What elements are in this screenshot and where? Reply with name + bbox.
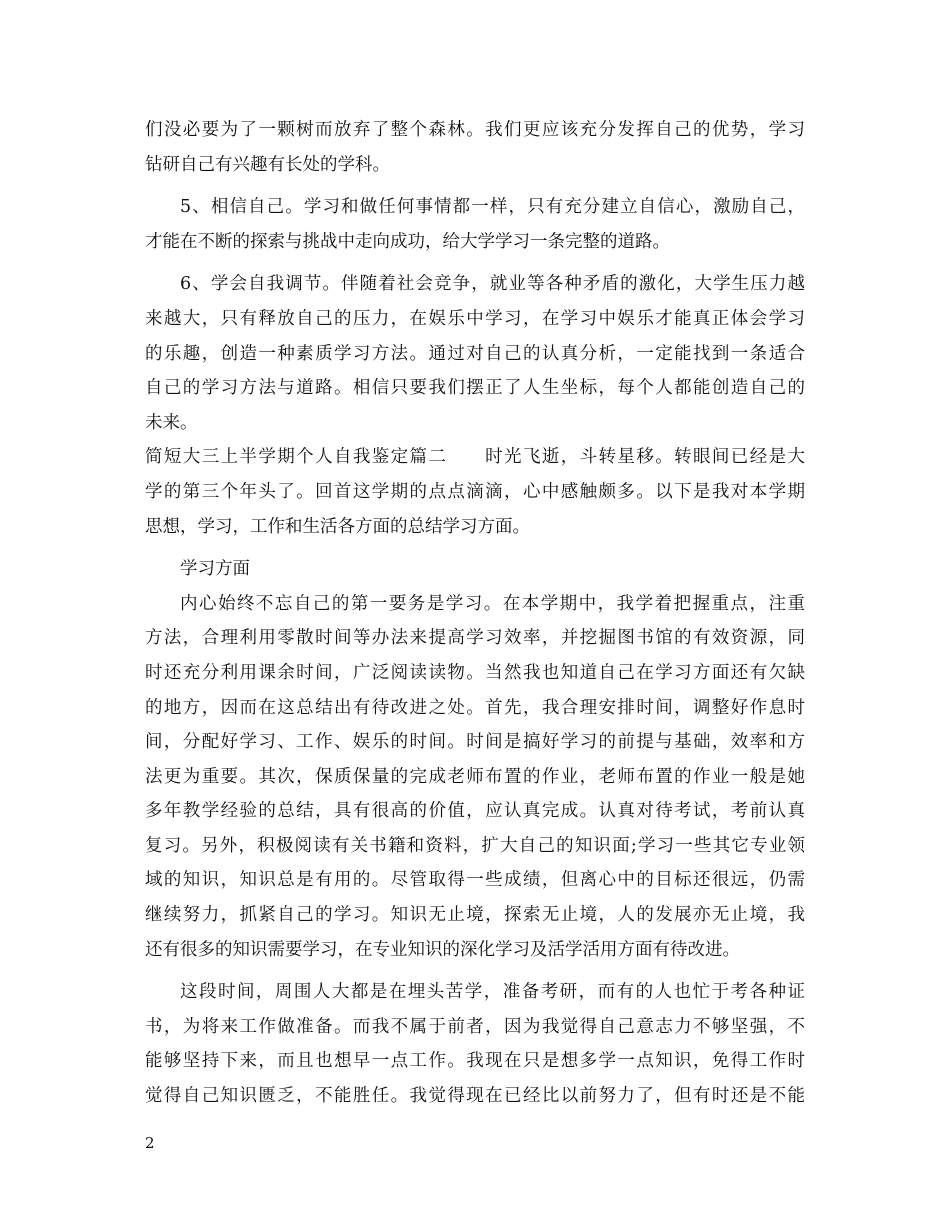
text-line: 5、相信自己。学习和做任何事情都一样，只有充分建立自信心，激励自己， <box>180 197 805 218</box>
text-line: 们没必要为了一颗树而放弃了整个森林。我们更应该充分发挥自己的优势，学习 <box>145 120 805 140</box>
text-line: 方法，合理利用零散时间等办法来提高学习效率，并挖掘图书馆的有效资源，同 <box>145 628 805 649</box>
text-line: 多年教学经验的总结，具有很高的价值，应认真完成。认真对待考试，考前认真 <box>145 801 805 822</box>
text-line: 内心始终不忘自己的第一要务是学习。在本学期中，我学着把握重点，注重 <box>180 593 805 614</box>
text-line: 来越大，只有释放自己的压力，在娱乐中学习，在学习中娱乐才能真正体会学习 <box>145 308 805 329</box>
text-line: 域的知识，知识总是有用的。尽管取得一些成绩，但离心中的目标还很远，仍需 <box>145 870 805 891</box>
page-number: 2 <box>145 1134 155 1152</box>
text-line: 这段时间，周围人大都是在埋头苦学，准备考研，而有的人也忙于考各种证 <box>180 982 805 1003</box>
text-line: 复习。另外，积极阅读有关书籍和资料，扩大自己的知识面;学习一些其它专业领 <box>145 835 805 856</box>
text-line: 6、学会自我调节。伴随着社会竞争，就业等各种矛盾的激化，大学生压力越 <box>180 274 805 295</box>
text-line: 学的第三个年头了。回首这学期的点点滴滴，心中感触颇多。以下是我对本学期 <box>145 481 805 502</box>
text-line: 简短大三上半学期个人自我鉴定篇二 时光飞逝，斗转星移。转眼间已经是大 <box>145 447 805 468</box>
text-line: 学习方面 <box>180 559 250 580</box>
text-line: 自己的学习方法与道路。相信只要我们摆正了人生坐标，每个人都能创造自己的 <box>145 378 805 399</box>
text-line: 间，分配好学习、工作、娱乐的时间。时间是搞好学习的前提与基础，效率和方 <box>145 732 805 753</box>
text-line: 未来。 <box>145 412 198 433</box>
text-line: 钻研自己有兴趣有长处的学科。 <box>145 154 390 175</box>
text-line: 继续努力，抓紧自己的学习。知识无止境，探索无止境，人的发展亦无止境，我 <box>145 905 805 926</box>
text-line: 的乐趣，创造一种素质学习方法。通过对自己的认真分析，一定能找到一条适合 <box>145 343 805 364</box>
text-line: 能够坚持下来，而且也想早一点工作。我现在只是想多学一点知识，免得工作时 <box>145 1051 805 1072</box>
document-body <box>145 113 805 1114</box>
text-line: 还有很多的知识需要学习，在专业知识的深化学习及活学活用方面有待改进。 <box>145 939 740 960</box>
text-line: 法更为重要。其次，保质保量的完成老师布置的作业，老师布置的作业一般是她 <box>145 766 805 787</box>
text-line: 觉得自己知识匮乏，不能胜任。我觉得现在已经比以前努力了，但有时还是不能 <box>145 1086 805 1107</box>
text-line: 才能在不断的探索与挑战中走向成功，给大学学习一条完整的道路。 <box>145 231 670 252</box>
text-line: 书，为将来工作做准备。而我不属于前者，因为我觉得自己意志力不够坚强，不 <box>145 1016 805 1037</box>
text-line: 的地方，因而在这总结出有待改进之处。首先，我合理安排时间，调整好作息时 <box>145 697 805 718</box>
text-line: 思想，学习，工作和生活各方面的总结学习方面。 <box>145 516 530 537</box>
text-line: 时还充分利用课余时间，广泛阅读读物。当然我也知道自己在学习方面还有欠缺 <box>145 662 805 683</box>
